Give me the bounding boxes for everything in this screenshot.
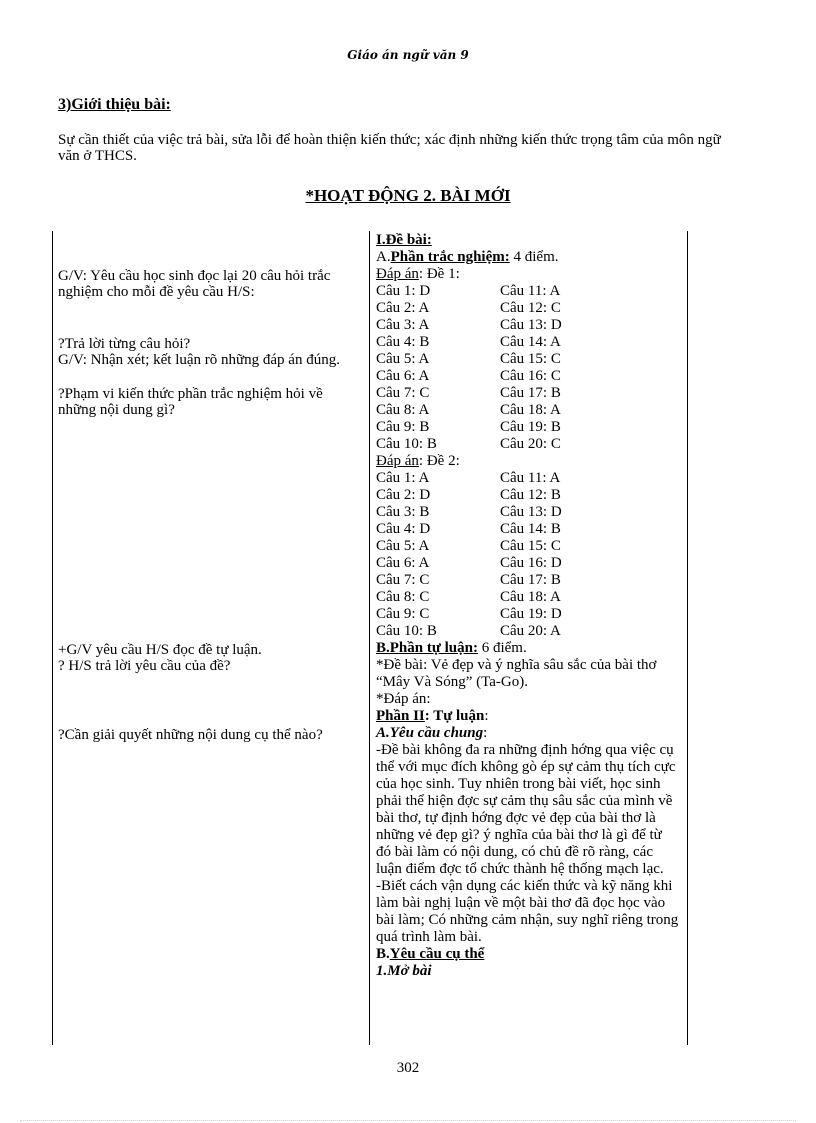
answer-row: [376, 572, 680, 589]
answer-row: [376, 521, 680, 538]
answer-cell: Câu 6: A: [376, 368, 430, 384]
answer-row: [376, 436, 680, 453]
intro-paragraph: Sự cần thiết của việc trả bài, sửa lỗi để hoàn thiện kiến thức; xác định những kiến thức trọng tâm của môn ngữ văn ở THCS.: [58, 132, 721, 164]
general-requirement-heading: A.Yêu cầu chung:: [376, 725, 488, 741]
answer-cell: Câu 12: C: [500, 300, 561, 316]
answer-cell: Câu 4: B: [376, 334, 430, 350]
question-4: ?Cần giải quyết những nội dung cụ thể nào?: [58, 727, 323, 743]
answer-key-2: [376, 470, 680, 640]
answer-cell: Câu 20: A: [500, 623, 561, 639]
answer-cell: Câu 12: B: [500, 487, 561, 503]
answer-cell: Câu 13: D: [500, 317, 562, 333]
answer-row: [376, 402, 680, 419]
answer-cell: Câu 18: A: [500, 402, 561, 418]
answer-cell: Câu 5: A: [376, 351, 430, 367]
activity-title: *HOẠT ĐỘNG 2. BÀI MỚI: [305, 186, 511, 205]
answer-row: [376, 300, 680, 317]
question-1: ?Trả lời từng câu hỏi?: [58, 336, 191, 352]
answer-cell: Câu 2: A: [376, 300, 430, 316]
answer-row: [376, 368, 680, 385]
answer-cell: Câu 19: D: [500, 606, 562, 622]
answer-cell: Câu 3: B: [376, 504, 430, 520]
page-bottom-divider: [20, 1120, 796, 1121]
answer-row: [376, 555, 680, 572]
answer-row: [376, 334, 680, 351]
specific-requirement-heading: B.Yêu cầu cụ thể: [376, 946, 485, 962]
answer-cell: Câu 13: D: [500, 504, 562, 520]
part-a-heading: A.Phần trắc nghiệm: 4 điểm.: [376, 249, 559, 265]
question-2: ?Phạm vi kiến thức phần trắc nghiệm hỏi về những nội dung gì?: [58, 386, 323, 418]
answer-cell: Câu 8: C: [376, 589, 430, 605]
answer-cell: Câu 15: C: [500, 538, 561, 554]
answer-row: [376, 606, 680, 623]
answer-row: [376, 538, 680, 555]
answer-cell: Câu 9: B: [376, 419, 430, 435]
answer-label: *Đáp án:: [376, 691, 431, 707]
answer-row: [376, 283, 680, 300]
general-requirement-1: -Đề bài không đa ra những định hớng qua việc cụ thể với mục đích không gò ép sự cảm thụ tích cực của học sinh. Tuy nhiên trong bài viết, học sinh phải thể hiện đợc sự cảm thụ sâu sắc của mình về bài thơ, tự định hớng đợc vẻ đẹp của bài thơ là những vẻ đẹp gì? ý nghĩa của bài thơ là gì để từ đó bài làm có nội dung, có chủ đề rõ ràng, các luận điểm đợc tổ chức thành hệ thống mạch lạc.: [376, 742, 676, 877]
answer-cell: Câu 11: A: [500, 283, 561, 299]
essay-prompt: *Đề bài: Vẻ đẹp và ý nghĩa sâu sắc của bài thơ “Mây Và Sóng” (Ta-Go).: [376, 657, 657, 690]
table-border-middle: [369, 231, 370, 1045]
answer-cell: Câu 16: D: [500, 555, 562, 571]
answer-key-1: [376, 283, 680, 453]
answer-cell: Câu 9: C: [376, 606, 430, 622]
teacher-instruction-2: G/V: Nhận xét; kết luận rõ những đáp án đúng.: [58, 352, 340, 368]
answer-row: [376, 385, 680, 402]
answer-cell: Câu 14: A: [500, 334, 561, 350]
answer-cell: Câu 1: D: [376, 283, 431, 299]
answer-cell: Câu 10: B: [376, 623, 437, 639]
answer-row: [376, 470, 680, 487]
answer-row: [376, 419, 680, 436]
answer-cell: Câu 3: A: [376, 317, 430, 333]
answer-cell: Câu 8: A: [376, 402, 430, 418]
part-2-heading: Phần II: Tự luận:: [376, 708, 489, 724]
answer-cell: Câu 5: A: [376, 538, 430, 554]
answer-cell: Câu 19: B: [500, 419, 561, 435]
answer-row: [376, 317, 680, 334]
answer-cell: Câu 6: A: [376, 555, 430, 571]
answer-key-2-heading: Đáp án: Đề 2:: [376, 453, 460, 469]
answer-cell: Câu 17: B: [500, 572, 561, 588]
page-header: Giáo án ngữ văn 9: [347, 48, 469, 62]
part-b-heading: B.Phần tự luận: 6 điểm.: [376, 640, 527, 656]
page-number: 302: [396, 1060, 420, 1076]
table-border-left: [52, 231, 53, 1045]
answer-row: [376, 589, 680, 606]
section-title: 3)Giới thiệu bài:: [58, 96, 171, 113]
teacher-instruction-1: G/V: Yêu cầu học sinh đọc lại 20 câu hỏi trắc nghiệm cho mỗi đề yêu cầu H/S:: [58, 268, 331, 300]
answer-cell: Câu 20: C: [500, 436, 561, 452]
table-border-right: [687, 231, 688, 1045]
answer-cell: Câu 2: D: [376, 487, 431, 503]
answer-cell: Câu 7: C: [376, 572, 430, 588]
answer-row: [376, 623, 680, 640]
answer-cell: Câu 11: A: [500, 470, 561, 486]
exam-title: I.Đề bài:: [376, 232, 432, 248]
answer-cell: Câu 7: C: [376, 385, 430, 401]
intro-part-heading: 1.Mở bài: [376, 963, 432, 979]
question-3: ? H/S trả lời yêu cầu của đề?: [58, 658, 231, 674]
answer-row: [376, 487, 680, 504]
answer-key-1-heading: Đáp án: Đề 1:: [376, 266, 460, 282]
general-requirement-2: -Biết cách vận dụng các kiến thức và kỹ năng khi làm bài nghị luận về một bài thơ đã đọc học vào bài làm; Có những cảm nhận, suy nghĩ riêng trong quá trình làm bài.: [376, 878, 679, 945]
answer-cell: Câu 17: B: [500, 385, 561, 401]
answer-column: [376, 232, 680, 980]
answer-cell: Câu 10: B: [376, 436, 437, 452]
answer-cell: Câu 18: A: [500, 589, 561, 605]
answer-cell: Câu 15: C: [500, 351, 561, 367]
answer-cell: Câu 1: A: [376, 470, 430, 486]
answer-row: [376, 351, 680, 368]
answer-cell: Câu 14: B: [500, 521, 561, 537]
answer-row: [376, 504, 680, 521]
answer-cell: Câu 4: D: [376, 521, 431, 537]
teacher-instruction-3: +G/V yêu cầu H/S đọc đề tự luận.: [58, 642, 262, 658]
answer-cell: Câu 16: C: [500, 368, 561, 384]
